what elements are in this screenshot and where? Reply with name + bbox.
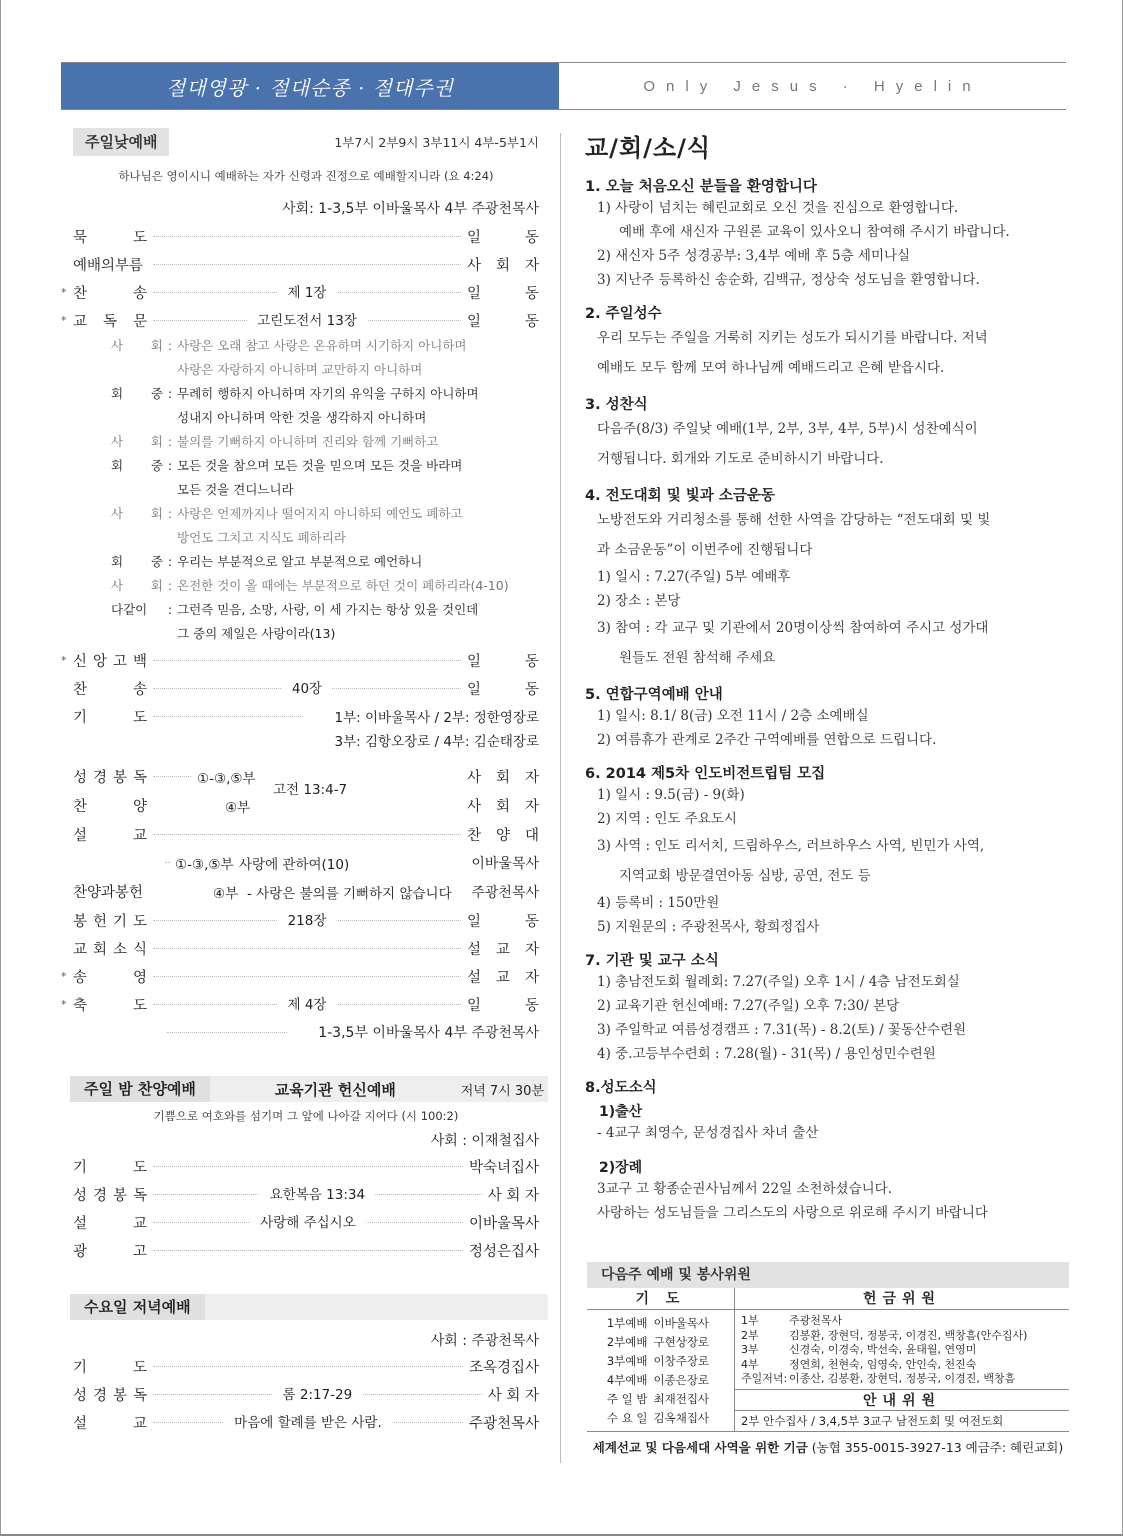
order-detail: 218장 bbox=[278, 909, 337, 929]
section-title: 주일 밤 찬양예배 bbox=[70, 1076, 210, 1102]
order-leader: 찬 양 대 bbox=[467, 827, 539, 844]
leader-dots bbox=[153, 312, 461, 329]
speaker: 회 중 bbox=[111, 554, 163, 569]
part-label: ①-③,⑤부 bbox=[197, 770, 256, 787]
order-label: 성 경 봉 독 bbox=[73, 1187, 147, 1204]
order-label: 기 도 bbox=[73, 1359, 147, 1376]
speaker: 사 회 bbox=[111, 434, 163, 449]
wednesday-section bbox=[73, 1294, 539, 1436]
standing-mark: * bbox=[61, 285, 67, 299]
news-line: 우리 모두는 주일을 거룩히 지키는 성도가 되시기를 바랍니다. 저녁 bbox=[597, 330, 988, 346]
order-leader: 일 동 bbox=[467, 313, 539, 330]
news-item bbox=[585, 175, 1069, 292]
news-line: 예배도 모두 함께 모여 하나님께 예배드리고 은혜 받읍시다. bbox=[597, 360, 945, 376]
news-line: 2) 장소 : 본당 bbox=[597, 593, 681, 609]
news-line: 4) 중.고등부수련회 : 7.28(월) - 31(목) / 용인성민수련원 bbox=[597, 1046, 936, 1062]
news-line: 3) 참여 : 각 교구 및 기관에서 20명이상씩 참여하여 주시고 성가대 bbox=[597, 620, 989, 636]
order-leader: 일 동 bbox=[467, 653, 539, 670]
order-label: 설 교 bbox=[73, 1215, 147, 1232]
wednesday-header bbox=[70, 1294, 548, 1320]
responsive-line: 방언도 그치고 지식도 폐하리라 bbox=[177, 530, 346, 545]
reading-block: 성 경 봉 독 ①-③,⑤부 사 회 자 찬 양 ④부 사 회 자 고전 13:4-7 bbox=[73, 762, 539, 820]
prayer-column-header: 기 도 bbox=[587, 1288, 734, 1310]
leader-dots bbox=[153, 264, 461, 265]
news-item bbox=[585, 393, 1069, 474]
news-line: 1) 일시: 8.1/ 8(금) 오전 11시 / 2층 소예배실 bbox=[597, 708, 869, 724]
order-label: 예배의부름 bbox=[73, 257, 144, 274]
order-row bbox=[73, 1236, 539, 1264]
order-leader: 일 동 bbox=[467, 913, 539, 930]
news-item bbox=[585, 683, 1069, 752]
news-line: 2) 새신자 5주 성경공부: 3,4부 예배 후 5층 세미나실 bbox=[597, 248, 911, 264]
leader-dots bbox=[153, 1366, 463, 1367]
order-row bbox=[73, 1180, 539, 1208]
news-heading: 7. 기관 및 교구 소식 bbox=[585, 953, 719, 969]
news-line: 1) 일시 : 9.5(금) - 9(화) bbox=[597, 787, 745, 803]
order-row bbox=[73, 1152, 539, 1180]
mission-fund bbox=[587, 1438, 1069, 1456]
order-row bbox=[73, 1408, 539, 1436]
responsive-line: 모든 것을 견디느니라 bbox=[177, 482, 294, 497]
host-line: 사회: 1-3,5부 이바울목사 4부 주광천목사 bbox=[282, 201, 539, 217]
speaker: 사 회 bbox=[111, 506, 163, 521]
news-item bbox=[585, 484, 1069, 673]
prayer-entry: 주 일 밤 최재전집사 bbox=[606, 1392, 710, 1406]
reading-passage: 고전 13:4-7 bbox=[273, 782, 348, 798]
responsive-line: 사 회 : 온전한 것이 올 때에는 부분적으로 하던 것이 폐하리라(4-10) bbox=[111, 574, 539, 598]
news-line: 2) 여름휴가 관계로 2주간 구역예배를 연합으로 드립니다. bbox=[597, 732, 937, 748]
order-row-prayer bbox=[73, 702, 539, 730]
worship-order-column bbox=[61, 128, 544, 1436]
order-label: 설 교 bbox=[73, 1415, 147, 1432]
prayer-line2: 3부: 김항오장로 / 4부: 김순태장로 bbox=[334, 734, 539, 750]
speaker: 회 중 bbox=[111, 458, 163, 473]
saints-news bbox=[585, 1076, 1069, 1225]
order-detail: 제 1장 bbox=[278, 281, 337, 301]
news-item bbox=[585, 949, 1069, 1066]
responsive-line: 사 회 : 사랑은 오래 참고 사랑은 온유하며 시기하지 아니하며 bbox=[111, 334, 539, 358]
order-detail: 사랑해 주십시오 bbox=[250, 1211, 366, 1231]
preacher: 주광천목사 bbox=[471, 884, 539, 901]
news-heading: 3. 성찬식 bbox=[585, 397, 648, 413]
column-divider bbox=[560, 133, 561, 1463]
benediction-row bbox=[73, 1018, 539, 1046]
host-line: 사회 : 이재철집사 bbox=[430, 1133, 539, 1149]
order-row bbox=[73, 222, 539, 250]
order-label: 봉 헌 기 도 bbox=[73, 913, 147, 930]
order-label: 설 교 bbox=[73, 827, 147, 844]
order-row bbox=[61, 306, 539, 334]
responsive-line: 회 중 : 우리는 부분적으로 알고 부분적으로 예언하니 bbox=[111, 550, 539, 574]
order-label: 송 영 bbox=[73, 969, 147, 986]
news-line: 5) 지원문의 : 주광천목사, 황희정집사 bbox=[597, 919, 820, 935]
news-line: 사랑하는 성도님들을 그리스도의 사랑으로 위로해 주시기 바랍니다 bbox=[597, 1205, 988, 1221]
news-heading: 2. 주일성수 bbox=[585, 306, 662, 322]
order-row bbox=[61, 646, 539, 674]
leader-dots bbox=[153, 284, 461, 301]
section-title: 주일낮예배 bbox=[73, 128, 169, 156]
news-heading: 8.성도소식 bbox=[585, 1080, 657, 1096]
order-row bbox=[73, 1380, 539, 1408]
order-row-sermon bbox=[73, 820, 539, 848]
order-label: 찬 송 bbox=[73, 285, 147, 302]
leader-dots bbox=[153, 680, 461, 697]
offering-entry: 1부 주광천목사 bbox=[741, 1314, 843, 1327]
order-detail: 고린도전서 13장 bbox=[247, 309, 367, 329]
benediction-text: 1-3,5부 이바울목사 4부 주광천목사 bbox=[318, 1025, 539, 1041]
leader-dots bbox=[153, 1186, 482, 1203]
leader-dots bbox=[153, 912, 461, 929]
standing-mark: * bbox=[61, 653, 67, 667]
order-row bbox=[61, 962, 539, 990]
sermon-title: 사랑에 관하여(10) bbox=[239, 856, 350, 873]
news-line: 2) 지역 : 인도 주요도시 bbox=[597, 811, 737, 827]
responsive-line: 다같이 : 그런즉 믿음, 소망, 사랑, 이 세 가지는 항상 있을 것인데 bbox=[111, 598, 539, 622]
news-title: 교/회/소/식 bbox=[585, 134, 712, 162]
news-item bbox=[585, 302, 1069, 383]
news-heading: 5. 연합구역예배 안내 bbox=[585, 687, 723, 703]
news-line: 1) 총남전도회 월례회: 7.27(주일) 오후 1시 / 4층 남전도회실 bbox=[597, 974, 960, 990]
part-label: ④부 bbox=[225, 799, 251, 816]
preacher: 이바울목사 bbox=[471, 855, 539, 872]
speaker: 사 회 bbox=[111, 578, 163, 593]
offering-entry: 3부 신경숙, 이경숙, 박선숙, 윤태월, 연영미 bbox=[741, 1343, 977, 1356]
order-row bbox=[73, 1352, 539, 1380]
service-times: 1부7시 2부9시 3부11시 4부-5부1시 bbox=[334, 135, 539, 150]
news-line: 1) 사랑이 넘치는 혜린교회로 오신 것을 진심으로 환영합니다. bbox=[597, 200, 959, 216]
order-label: 기 도 bbox=[73, 1159, 147, 1176]
order-row bbox=[73, 1208, 539, 1236]
order-label: 교 회 소 식 bbox=[73, 941, 147, 958]
speaker: 다같이 bbox=[111, 602, 148, 617]
standing-mark: * bbox=[61, 997, 67, 1011]
order-row bbox=[73, 674, 539, 702]
offering-entry: 주일저녁: 이종산, 김봉환, 장현덕, 정봉국, 이경진, 백창흠 bbox=[741, 1372, 1016, 1385]
order-rows-top bbox=[61, 222, 539, 334]
church-news-column bbox=[585, 128, 1069, 1225]
order-label: 찬 송 bbox=[73, 681, 147, 698]
leader-dots bbox=[153, 948, 461, 949]
order-leader: 일 동 bbox=[467, 229, 539, 246]
order-rows-mid bbox=[61, 646, 539, 702]
sub-heading: 2)장례 bbox=[599, 1160, 643, 1176]
order-row bbox=[73, 820, 539, 848]
order-row bbox=[73, 934, 539, 962]
responsive-line: 사랑은 자랑하지 아니하며 교만하지 아니하며 bbox=[177, 362, 423, 377]
responsive-line: 회 중 : 무례히 행하지 아니하며 자기의 유익을 구하지 아니하며 bbox=[111, 382, 539, 406]
order-label: 광 고 bbox=[73, 1243, 147, 1260]
news-line: 다음주(8/3) 주일낮 예배(1부, 2부, 3부, 4부, 5부)시 성찬예식이 bbox=[597, 421, 978, 437]
order-label: 성 경 봉 독 bbox=[73, 1387, 147, 1404]
part-label: ④부 bbox=[213, 885, 239, 902]
section-title: 수요일 저녁예배 bbox=[70, 1294, 205, 1320]
responsive-line: 그 중의 제일은 사랑이라(13) bbox=[177, 626, 336, 641]
guide-header: 안내위원 bbox=[735, 1389, 1069, 1411]
order-leader: 사 회 자 bbox=[467, 257, 539, 274]
part-label: ①-③,⑤부 bbox=[175, 856, 234, 873]
news-line: 3) 주일학교 여름성경캠프 : 7.31(목) - 8.2(토) / 꽃동산수련원 bbox=[597, 1022, 967, 1038]
order-leader: 일 동 bbox=[467, 997, 539, 1014]
news-line: 3) 지난주 등록하신 송순화, 김백규, 정상숙 성도님을 환영합니다. bbox=[597, 272, 980, 288]
offering-entry: 2부 김봉환, 장현덕, 정봉국, 이경진, 백창흠(안수집사) bbox=[741, 1328, 1028, 1342]
order-row bbox=[61, 990, 539, 1018]
sunday-evening-header bbox=[70, 1076, 548, 1102]
news-line: 3) 사역 : 인도 리서치, 드림하우스, 러브하우스 사역, 빈민가 사역, bbox=[597, 838, 985, 854]
news-line: 원들도 전원 참석해 주세요 bbox=[619, 650, 776, 666]
news-line: 4) 등록비 : 150만원 bbox=[597, 895, 720, 911]
speaker: 회 중 bbox=[111, 386, 163, 401]
news-line: 2) 교육기관 헌신예배: 7.27(주일) 오후 7:30/ 본당 bbox=[597, 998, 900, 1014]
order-detail: 롬 2:17-29 bbox=[273, 1383, 363, 1403]
sermon-subtitle: - 사랑은 불의를 기뻐하지 않습니다 bbox=[247, 885, 452, 902]
news-item bbox=[585, 762, 1069, 939]
order-label: 교 독 문 bbox=[73, 313, 147, 330]
leader-dots bbox=[153, 236, 461, 237]
leader-dots bbox=[153, 1166, 463, 1167]
order-detail: 요한복음 13:34 bbox=[260, 1183, 375, 1203]
guide-value: 2부 안수집사 / 3,4,5부 3교구 남전도회 및 여전도회 bbox=[741, 1413, 1004, 1428]
header-banner bbox=[61, 62, 1066, 110]
sunday-morning-header bbox=[73, 128, 539, 156]
order-leader: 정성은집사 bbox=[468, 1243, 539, 1260]
leader-dots bbox=[153, 660, 461, 661]
sub-heading: 1)출산 bbox=[599, 1104, 643, 1120]
responsive-line: 사 회 : 불의를 기뻐하지 아니하며 진리와 함께 기뻐하고 bbox=[111, 430, 539, 454]
sunday-evening-section bbox=[73, 1076, 544, 1264]
order-leader: 사 회 자 bbox=[487, 1387, 539, 1404]
prayer-entry: 2부예배 구현상장로 bbox=[606, 1335, 710, 1349]
news-line: 노방전도와 거리청소를 통해 선한 사역을 감당하는 “전도대회 및 빛 bbox=[597, 512, 991, 528]
motto: 절대영광 · 절대순종 · 절대주권 bbox=[61, 63, 559, 109]
order-row bbox=[73, 906, 539, 934]
order-detail: 제 4장 bbox=[278, 993, 337, 1013]
order-label: 기 도 bbox=[73, 709, 147, 726]
news-line: 거행됩니다. 회개와 기도로 준비하시기 바랍니다. bbox=[597, 451, 884, 467]
order-leader: 이바울목사 bbox=[468, 1215, 539, 1232]
standing-mark: * bbox=[61, 969, 67, 983]
leader-dots bbox=[153, 834, 461, 835]
news-heading: 4. 전도대회 및 빛과 소금운동 bbox=[585, 488, 775, 504]
leader-dots bbox=[153, 976, 461, 977]
order-leader: 주광천목사 bbox=[468, 1415, 539, 1432]
order-label: 신 앙 고 백 bbox=[73, 653, 147, 670]
prayer-entry: 3부예배 이창주장로 bbox=[606, 1354, 710, 1368]
speaker: 사 회 bbox=[111, 338, 163, 353]
theme-verse: 하나님은 영이시니 예배하는 자가 신령과 진정으로 예배할지니라 (요 4:24) bbox=[118, 169, 494, 183]
order-leader: 일 동 bbox=[467, 285, 539, 302]
order-leader: 설 교 자 bbox=[467, 969, 539, 986]
sermon-detail bbox=[73, 848, 539, 906]
prayer-entry: 수 요 일 김옥채집사 bbox=[606, 1411, 710, 1425]
order-detail: 마음에 할례를 받은 사람. bbox=[224, 1411, 392, 1431]
order-label: 축 도 bbox=[73, 997, 147, 1014]
news-line: 3교구 고 황종순권사님께서 22일 소천하셨습니다. bbox=[597, 1181, 893, 1197]
slogan: Only Jesus · Hyelin bbox=[643, 77, 982, 95]
news-line: 지역교회 방문결연아동 심방, 공연, 전도 등 bbox=[619, 868, 871, 884]
leader-dots bbox=[153, 996, 461, 1013]
order-label: 찬양과봉헌 bbox=[73, 885, 144, 901]
news-line: 1) 일시 : 7.27(주일) 5부 예배후 bbox=[597, 569, 791, 585]
host-line: 사회 : 주광천목사 bbox=[430, 1333, 539, 1349]
theme-verse: 기쁨으로 여호와를 섬기며 그 앞에 나아갈 지어다 (시 100:2) bbox=[153, 1109, 459, 1123]
service-time: 저녁 7시 30분 bbox=[460, 1083, 544, 1099]
order-detail: 40장 bbox=[282, 677, 332, 697]
order-row bbox=[73, 250, 539, 278]
news-line: 과 소금운동”이 이번주에 진행됩니다 bbox=[597, 542, 813, 558]
fund-account: (농협 355-0015-3927-13 예금주: 혜린교회) bbox=[807, 1439, 1064, 1455]
roster-title: 다음주 예배 및 봉사위원 bbox=[587, 1262, 1069, 1288]
offering-column-header: 헌금위원 bbox=[735, 1288, 1069, 1310]
prayer-line1: 1부: 이바울목사 / 2부: 정한영장로 bbox=[334, 710, 539, 726]
order-label: 묵 도 bbox=[73, 229, 147, 246]
order-rows-end bbox=[61, 906, 539, 1018]
responsive-reading bbox=[111, 334, 539, 646]
leader-dots bbox=[153, 1414, 463, 1431]
news-line: 예배 후에 새신자 구원론 교육이 있사오니 참여해 주시기 바랍니다. bbox=[619, 224, 1010, 240]
order-leader: 조옥경집사 bbox=[468, 1359, 539, 1376]
responsive-line: 성내지 아니하며 악한 것을 생각하지 아니하며 bbox=[177, 410, 427, 425]
leader-dots bbox=[153, 1214, 463, 1231]
responsive-line: 사 회 : 사랑은 언제까지나 떨어지지 아니하되 예언도 폐하고 bbox=[111, 502, 539, 526]
prayer-entry: 1부예배 이바울목사 bbox=[606, 1316, 710, 1330]
news-line: - 4교구 최영수, 문성경집사 차녀 출산 bbox=[597, 1125, 819, 1141]
prayer-entry: 4부예배 이종은장로 bbox=[606, 1373, 710, 1387]
responsive-line: 회 중 : 모든 것을 참으며 모든 것을 믿으며 모든 것을 바라며 bbox=[111, 454, 539, 478]
section-subtitle: 교육기관 헌신예배 bbox=[274, 1080, 396, 1099]
order-leader: 사 회 자 bbox=[487, 1187, 539, 1204]
standing-mark: * bbox=[61, 313, 67, 327]
leader-dots bbox=[153, 1250, 463, 1251]
leader-dots bbox=[153, 1386, 482, 1403]
order-row bbox=[61, 278, 539, 306]
news-heading: 1. 오늘 처음오신 분들을 환영합니다 bbox=[585, 179, 817, 195]
order-leader: 박숙녀집사 bbox=[468, 1159, 539, 1176]
service-roster bbox=[587, 1262, 1069, 1456]
order-leader: 설 교 자 bbox=[467, 941, 539, 958]
news-heading: 6. 2014 제5차 인도비전트립팀 모집 bbox=[585, 766, 826, 782]
fund-label: 세계선교 및 다음세대 사역을 위한 기금 bbox=[592, 1439, 808, 1455]
order-leader: 일 동 bbox=[467, 681, 539, 698]
offering-entry: 4부 정연희, 천현숙, 임영숙, 안인숙, 천진숙 bbox=[741, 1357, 977, 1371]
